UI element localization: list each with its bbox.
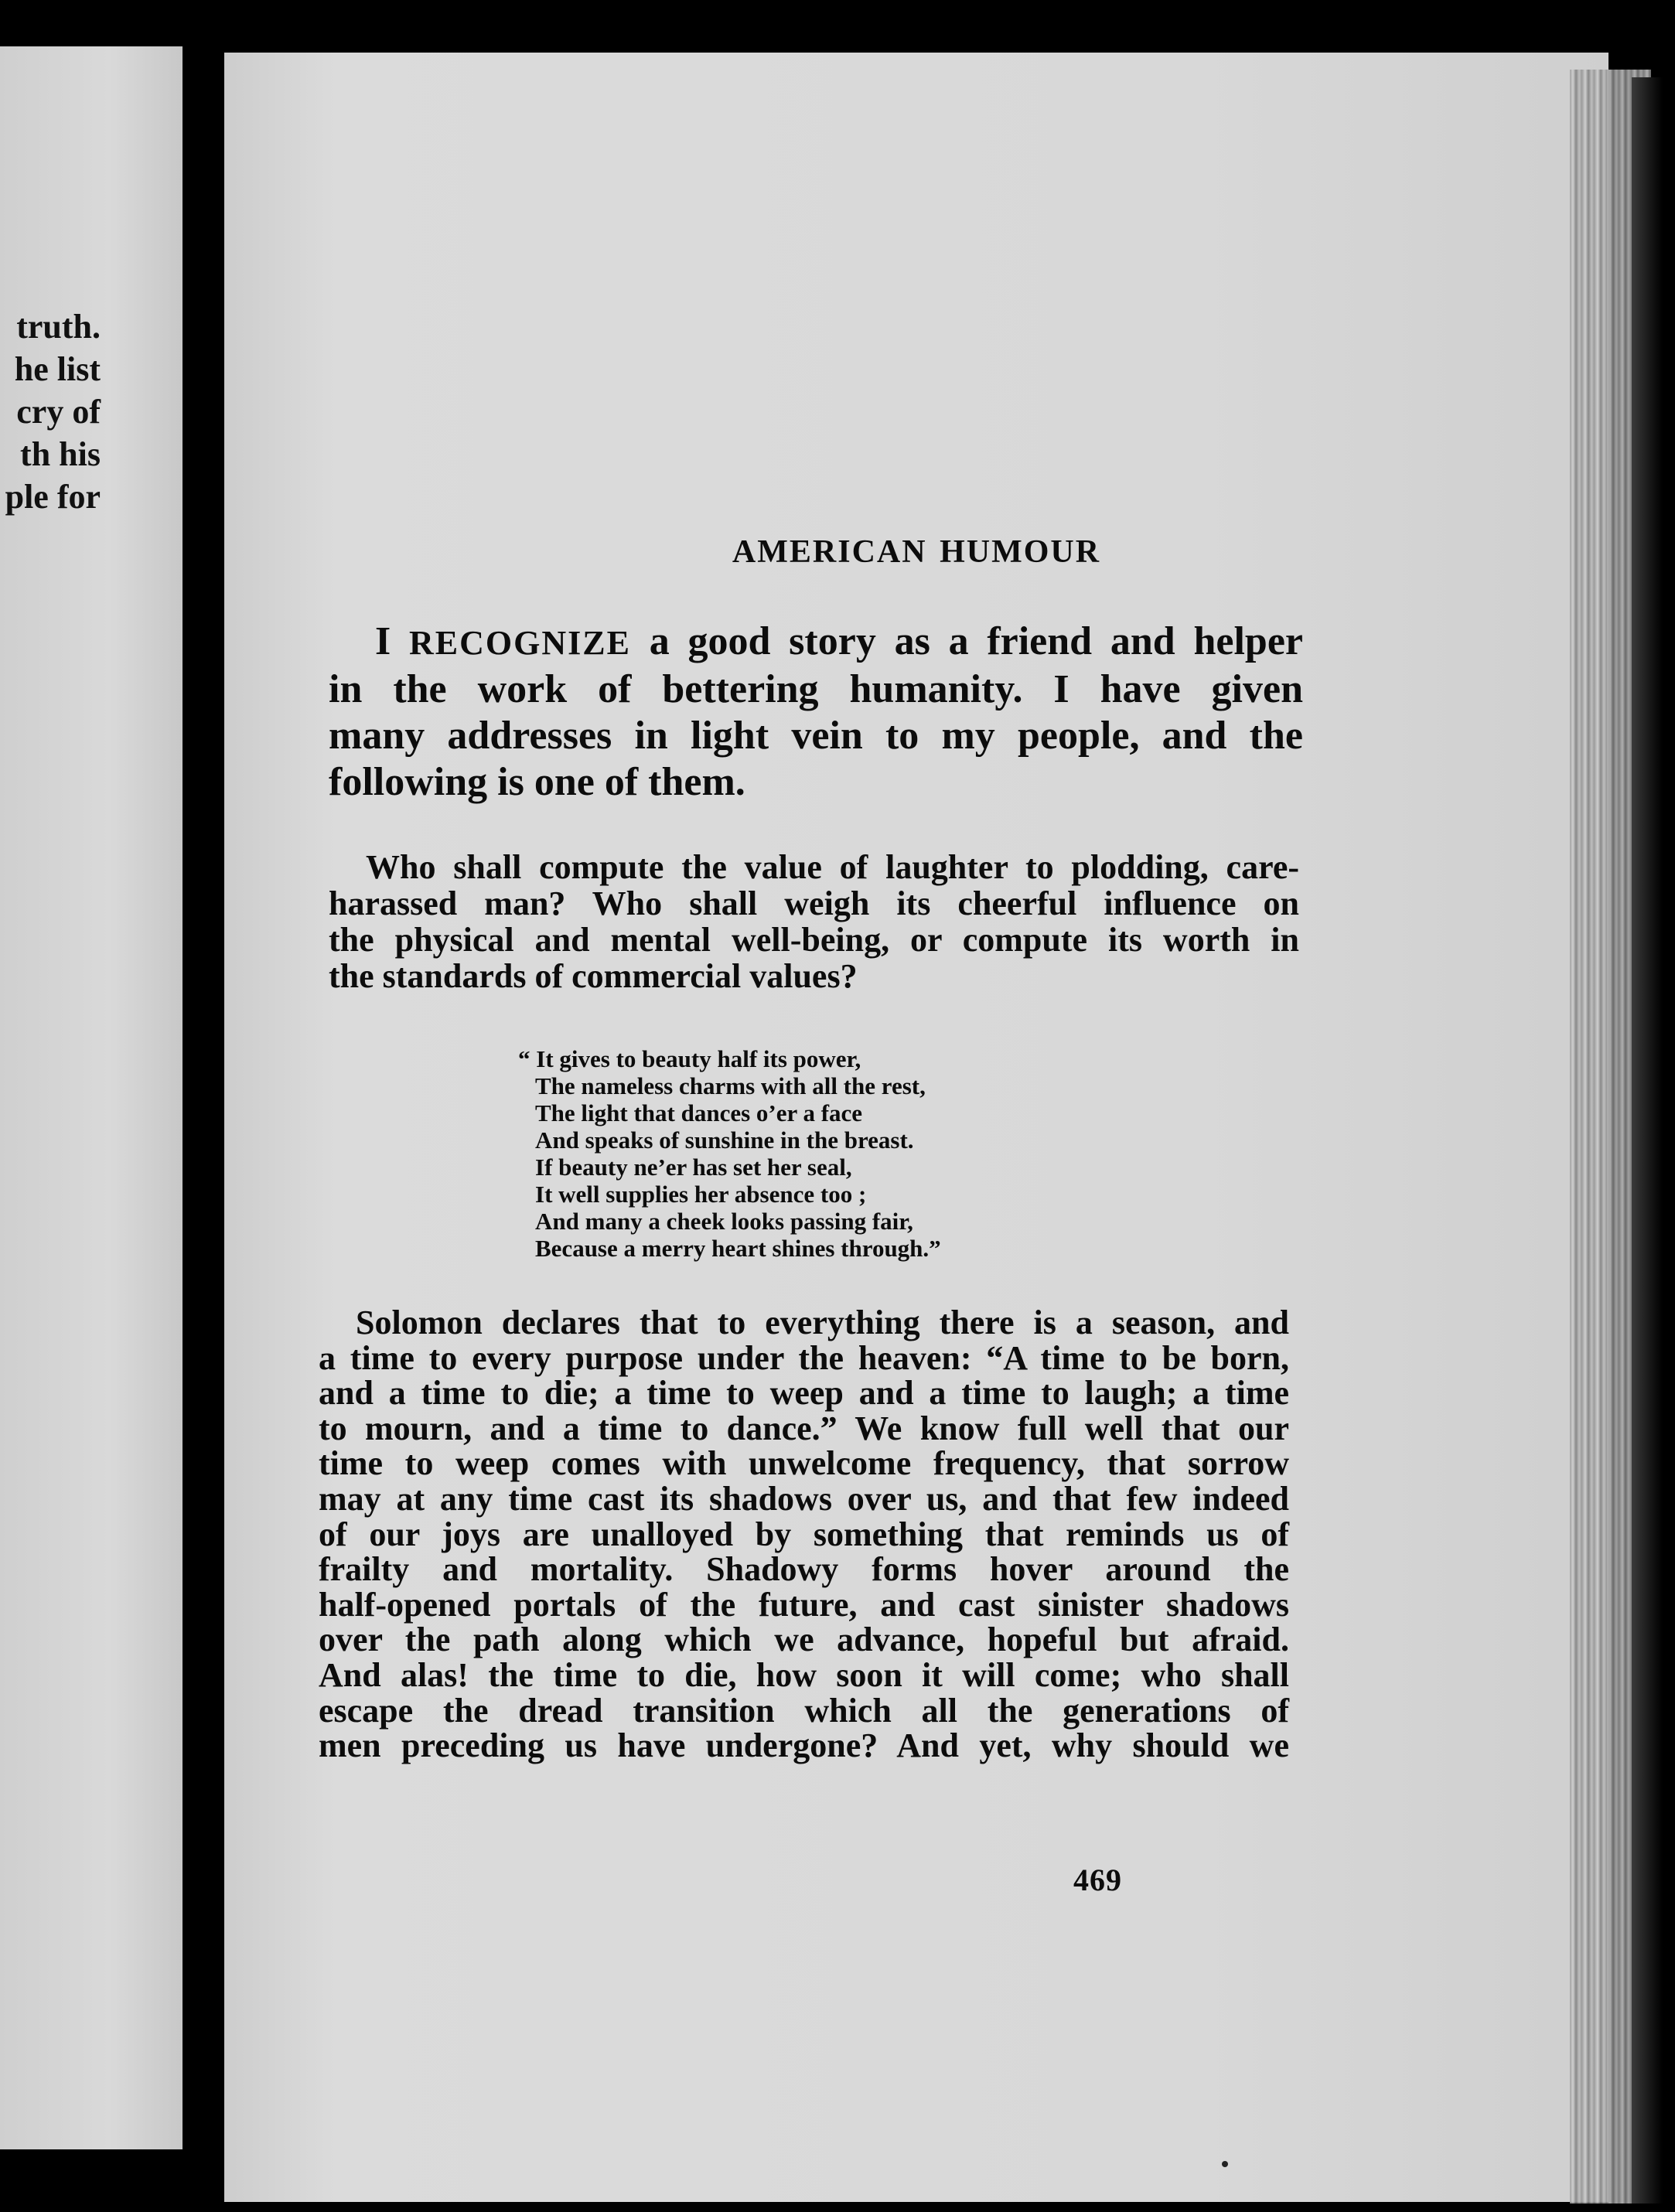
paragraph-line: frailty and mortality. Shadowy forms hover around the <box>319 1550 1289 1589</box>
intro-line: following is one of them. <box>329 760 745 804</box>
intro-paragraph <box>329 619 1303 806</box>
facing-page-line: he list <box>14 350 101 388</box>
page-edge-shadow <box>1632 77 1663 2203</box>
verse-line: And speaks of sunshine in the breast. <box>535 1126 914 1154</box>
verse-line: “ It gives to beauty half its power, <box>518 1045 861 1072</box>
paragraph-line: to mourn, and a time to dance.” We know full well that our <box>319 1409 1289 1447</box>
paragraph-line: of our joys are unalloyed by something that reminds us of <box>319 1515 1289 1553</box>
paragraph-1 <box>329 849 1299 994</box>
paragraph-line: the physical and mental well-being, or compute its worth in <box>329 921 1299 959</box>
paragraph-line: escape the dread transition which all the generations of <box>319 1691 1289 1730</box>
paragraph-line: half-opened portals of the future, and cast sinister shadows <box>319 1585 1289 1624</box>
intro-line: in the work of bettering humanity. I have given <box>329 667 1303 711</box>
verse-quotation <box>518 1045 1090 1262</box>
paragraph-line: harassed man? Who shall weigh its cheerful influence on <box>329 884 1299 922</box>
intro-line: many addresses in light vein to my people, and the <box>329 714 1303 758</box>
paragraph-line: may at any time cast its shadows over us, and that few indeed <box>319 1479 1289 1518</box>
paragraph-2 <box>319 1305 1289 1764</box>
scan-speck <box>1222 2161 1228 2167</box>
verse-line: It well supplies her absence too ; <box>535 1181 867 1208</box>
facing-page <box>0 46 183 2149</box>
paragraph-line: time to weep comes with unwelcome frequency, that sorrow <box>319 1444 1289 1483</box>
intro-line: I RECOGNIZE a good story as a friend and helper <box>375 619 1303 663</box>
paragraph-line: over the path along which we advance, hopeful but afraid. <box>319 1621 1289 1659</box>
facing-page-line: cry of <box>16 393 101 431</box>
facing-page-line: ple for <box>5 478 101 516</box>
verse-line: Because a merry heart shines through.” <box>535 1235 941 1262</box>
facing-page-line: truth. <box>16 308 101 346</box>
facing-page-line: th his <box>20 435 101 473</box>
running-title: AMERICAN HUMOUR <box>732 534 1101 570</box>
verse-line: If beauty ne’er has set her seal, <box>535 1154 852 1181</box>
paragraph-line: And alas! the time to die, how soon it will come; who shall <box>319 1655 1289 1694</box>
verse-line: And many a cheek looks passing fair, <box>535 1208 913 1235</box>
small-caps-lead: RECOGNIZE <box>409 624 631 662</box>
paragraph-line: a time to every purpose under the heaven: “A time to be born, <box>319 1338 1289 1377</box>
facing-page-text <box>0 305 101 518</box>
verse-line: The nameless charms with all the rest, <box>535 1072 926 1099</box>
verse-line: The light that dances o’er a face <box>535 1099 863 1126</box>
page-number: 469 <box>1073 1863 1122 1897</box>
paragraph-line: and a time to die; a time to weep and a time to laugh; a time <box>319 1374 1289 1413</box>
paragraph-line: the standards of commercial values? <box>329 957 858 995</box>
paragraph-line: Who shall compute the value of laughter to plodding, care- <box>366 848 1299 886</box>
paragraph-line: men preceding us have undergone? And yet, why should we <box>319 1726 1289 1765</box>
paragraph-line: Solomon declares that to everything there is a season, and <box>356 1304 1289 1341</box>
